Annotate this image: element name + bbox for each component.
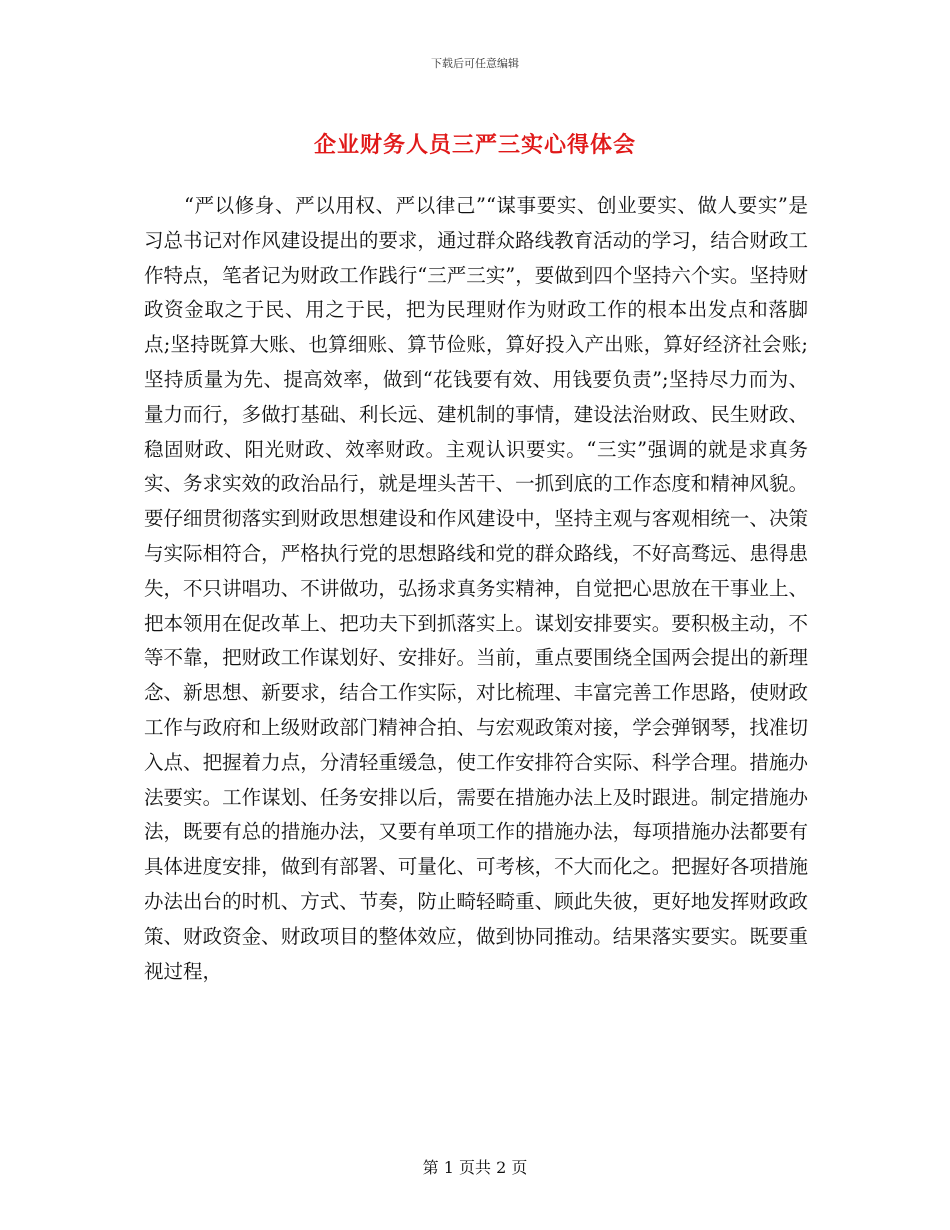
- page-header-note: 下载后可任意编辑: [431, 57, 519, 70]
- document-title: 企业财务人员三严三实心得体会: [313, 132, 636, 158]
- page-number-footer: 第 1 页共 2 页: [422, 1158, 528, 1177]
- document-body-paragraph: “严以修身、严以用权、严以律己”“谋事要实、创业要实、做人要实”是习总书记对作风建设提出的要求，通过群众路线教育活动的学习，结合财政工作特点，笔者记为财政工作践行“三严三实”，要做到四个坚持六个实。坚持财政资金取之于民、用之于民，把为民理财作为财政工作的根本出发点和落脚点;坚持既算大账、也算细账、算节俭账，算好投入产出账，算好经济社会账;坚持质量为先、提高效率，做到“花钱要有效、用钱要负责”;坚持尽力而为、量力而行，多做打基础、利长远、建机制的事情，建设法治财政、民生财政、稳固财政、阳光财政、效率财政。主观认识要实。“三实”强调的就是求真务实、务求实效的政治品行，就是埋头苦干、一抓到底的工作态度和精神风貌。要仔细贯彻落实到财政思想建设和作风建设中，坚持主观与客观相统一、决策与实际相符合，严格执行党的思想路线和党的群众路线，不好高骛远、患得患失，不只讲唱功、不讲做功，弘扬求真务实精神，自觉把心思放在干事业上、把本领用在促改革上、把功夫下到抓落实上。谋划安排要实。要积极主动，不等不靠，把财政工作谋划好、安排好。当前，重点要围绕全国两会提出的新理念、新思想、新要求，结合工作实际，对比梳理、丰富完善工作思路，使财政工作与政府和上级财政部门精神合拍、与宏观政策对接，学会弹钢琴，找准切入点、把握着力点，分清轻重缓急，使工作安排符合实际、科学合理。措施办法要实。工作谋划、任务安排以后，需要在措施办法上及时跟进。制定措施办法，既要有总的措施办法，又要有单项工作的措施办法，每项措施办法都要有具体进度安排，做到有部署、可量化、可考核，不大而化之。把握好各项措施办法出台的时机、方式、节奏，防止畸轻畸重、顾此失彼，更好地发挥财政政策、财政资金、财政项目的整体效应，做到协同推动。结果落实要实。既要重视过程，: [144, 194, 808, 983]
